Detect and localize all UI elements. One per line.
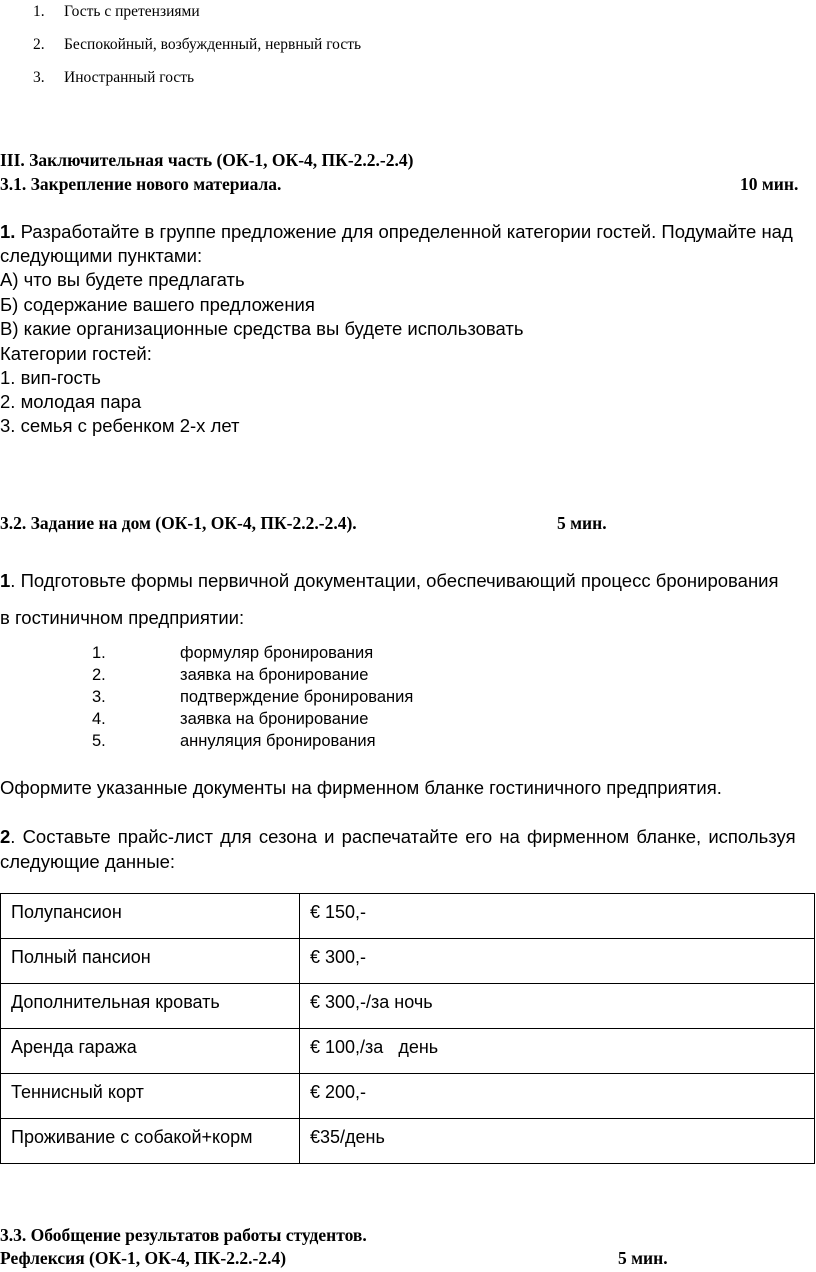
price-cell: € 150,- xyxy=(300,894,815,939)
task-number: 2 xyxy=(0,826,11,847)
categories-title: Категории гостей: xyxy=(0,343,152,364)
table-row xyxy=(1,984,815,1029)
subsection-time: 10 мин. xyxy=(740,174,799,194)
price-cell: € 200,- xyxy=(300,1074,815,1119)
table-row xyxy=(1,894,815,939)
homework-2-line-1: 2. Составьте прайс-лист для сезона и распечатайте его на фирменном бланке, используя xyxy=(0,826,796,847)
task-point: Б) содержание вашего предложения xyxy=(0,294,315,315)
homework-2-line-2: следующие данные: xyxy=(0,851,176,872)
homework-1-line-2: в гостиничном предприятии: xyxy=(0,607,245,628)
section-heading: III. Заключительная часть (ОК-1, ОК-4, ПК-2.2.-2.4) xyxy=(0,150,414,170)
service-cell: Проживание с собакой+корм xyxy=(1,1119,300,1164)
price-cell: € 300,- xyxy=(300,939,815,984)
homework-heading: 3.2. Задание на дом (ОК-1, ОК-4, ПК-2.2.-2.4). xyxy=(0,513,357,533)
summary-heading: 3.3. Обобщение результатов работы студентов. xyxy=(0,1225,367,1245)
price-cell: €35/день xyxy=(300,1119,815,1164)
reflection-heading: Рефлексия (ОК-1, ОК-4, ПК-2.2.-2.4) xyxy=(0,1248,287,1268)
category-item: 2. молодая пара xyxy=(0,391,142,412)
homework-1-note: Оформите указанные документы на фирменном бланке гостиничного предприятия. xyxy=(0,777,722,798)
service-cell: Дополнительная кровать xyxy=(1,984,300,1029)
service-cell: Полный пансион xyxy=(1,939,300,984)
table-row xyxy=(1,1119,815,1164)
task-point: В) какие организационные средства вы будете использовать xyxy=(0,318,524,339)
reflection-time: 5 мин. xyxy=(618,1248,668,1268)
subsection-heading: 3.1. Закрепление нового материала. xyxy=(0,174,282,194)
homework-time: 5 мин. xyxy=(557,513,607,533)
table-row xyxy=(1,1029,815,1074)
task-1-line-2: следующими пунктами: xyxy=(0,245,203,266)
task-1-line-1: 1. Разработайте в группе предложение для определенной категории гостей. Подумайте над xyxy=(0,221,793,242)
task-point: А) что вы будете предлагать xyxy=(0,269,245,290)
price-table xyxy=(0,893,815,1164)
price-cell: € 100,/за день xyxy=(300,1029,815,1074)
homework-1-line-1: 1. Подготовьте формы первичной документации, обеспечивающий процесс бронирования xyxy=(0,570,779,591)
table-row xyxy=(1,1074,815,1119)
category-item: 1. вип-гость xyxy=(0,367,101,388)
price-cell: € 300,-/за ночь xyxy=(300,984,815,1029)
table-row xyxy=(1,939,815,984)
service-cell: Полупансион xyxy=(1,894,300,939)
category-item: 3. семья с ребенком 2-х лет xyxy=(0,415,240,436)
task-number: 1. xyxy=(0,221,16,242)
service-cell: Аренда гаража xyxy=(1,1029,300,1074)
service-cell: Теннисный корт xyxy=(1,1074,300,1119)
task-number: 1 xyxy=(0,570,11,591)
